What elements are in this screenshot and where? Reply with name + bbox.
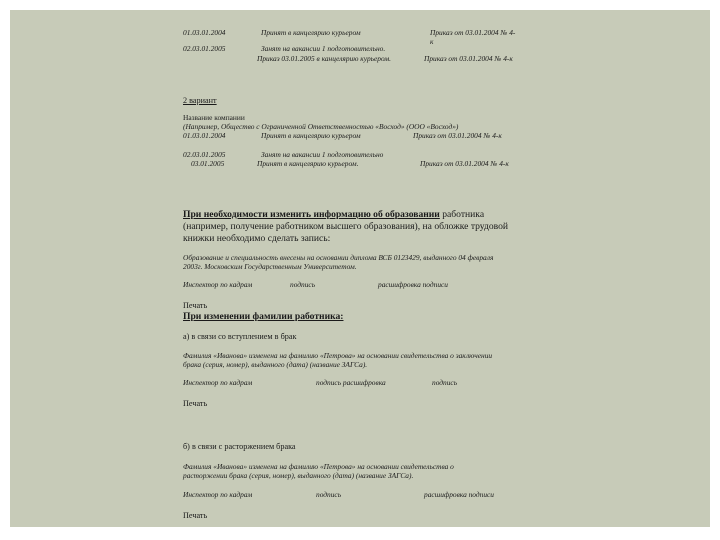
surname-sig-b-decode: расшифровка подписи bbox=[424, 490, 495, 499]
v1-row1-order: Приказ от 03.01.2004 № 4-к bbox=[430, 28, 516, 46]
v1-row3-text: Приказ 03.01.2005 в канцелярию курьером. bbox=[257, 54, 391, 63]
surname-entry-a-line2: брака (серия, номер), выданного (дата) (название ЗАГСа). bbox=[183, 360, 368, 369]
surname-stamp-b: Печать bbox=[183, 511, 208, 520]
education-heading-bold: При необходимости изменить информацию об образовании bbox=[183, 209, 440, 220]
v2-row3-text: Принят в канцелярию курьером. bbox=[257, 159, 359, 168]
v2-org-line2: (Например, Общество с Ограниченной Ответственностью «Восход» (ООО «Восход») bbox=[183, 122, 459, 131]
education-line3: книжки необходимо сделать запись: bbox=[183, 233, 331, 244]
surname-sig-a-last: подпись bbox=[432, 378, 458, 387]
v2-row1-text: Принят в канцелярию курьером bbox=[261, 131, 361, 140]
v1-row2-text: Занят на вакансии 1 подготовительно. bbox=[261, 44, 386, 53]
v2-row1-order: Приказ от 03.01.2004 № 4-к bbox=[413, 131, 502, 140]
v1-row1-date: 01.03.01.2004 bbox=[183, 28, 226, 37]
v2-row3-date: 03.01.2005 bbox=[191, 159, 225, 168]
education-heading bbox=[183, 209, 484, 221]
surname-sig-a-inspector: Инспектор по кадрам bbox=[183, 378, 253, 387]
surname-sig-b-sign: подпись bbox=[316, 490, 342, 499]
v2-row2-date: 02.03.01.2005 bbox=[183, 150, 226, 159]
v1-row2-date: 02.03.01.2005 bbox=[183, 44, 226, 53]
education-signature-inspector: Инспектор по кадрам bbox=[183, 280, 253, 289]
document-page bbox=[10, 10, 710, 527]
v2-row2-text: Занят на вакансии 1 подготовительно bbox=[261, 150, 384, 159]
v1-row1-text: Принят в канцелярию курьером bbox=[261, 28, 361, 37]
surname-heading: При изменении фамилии работника: bbox=[183, 311, 344, 322]
surname-stamp-a: Печать bbox=[183, 399, 208, 408]
education-stamp: Печать bbox=[183, 301, 208, 310]
education-signature-sign: подпись bbox=[290, 280, 316, 289]
education-entry-line2: 2003г. Московским Государственным Университетом. bbox=[183, 262, 357, 271]
surname-sig-b-inspector: Инспектор по кадрам bbox=[183, 490, 253, 499]
education-entry-line1: Образование и специальность внесены на основании диплома ВСБ 0123429, выданного 04 февраля bbox=[183, 253, 494, 262]
v2-row1-date: 01.03.01.2004 bbox=[183, 131, 226, 140]
surname-case-b: б) в связи с расторжением брака bbox=[183, 442, 296, 451]
education-signature-decode: расшифровка подписи bbox=[378, 280, 449, 289]
v2-row3-order: Приказ от 03.01.2004 № 4-к bbox=[420, 159, 509, 168]
education-heading-rest: работника bbox=[442, 209, 485, 220]
surname-sig-a-sign: подпись расшифровка bbox=[316, 378, 386, 387]
surname-entry-b-line2: расторжении брака (серия, номер), выданного (дата) (название ЗАГСа). bbox=[183, 471, 414, 480]
surname-entry-b-line1: Фамилия «Иванова» изменена на фамилию «Петрова» на основании свидетельства о bbox=[183, 462, 454, 471]
v1-row3-order: Приказ от 03.01.2004 № 4-к bbox=[424, 54, 513, 63]
v2-heading: 2 вариант bbox=[183, 96, 217, 105]
v2-org-line1: Название компании bbox=[183, 113, 245, 122]
surname-case-a: а) в связи со вступлением в брак bbox=[183, 332, 297, 341]
surname-entry-a-line1: Фамилия «Иванова» изменена на фамилию «Петрова» на основании свидетельства о заключении bbox=[183, 351, 493, 360]
education-line2: (например, получение работником высшего образования), на обложке трудовой bbox=[183, 221, 509, 232]
